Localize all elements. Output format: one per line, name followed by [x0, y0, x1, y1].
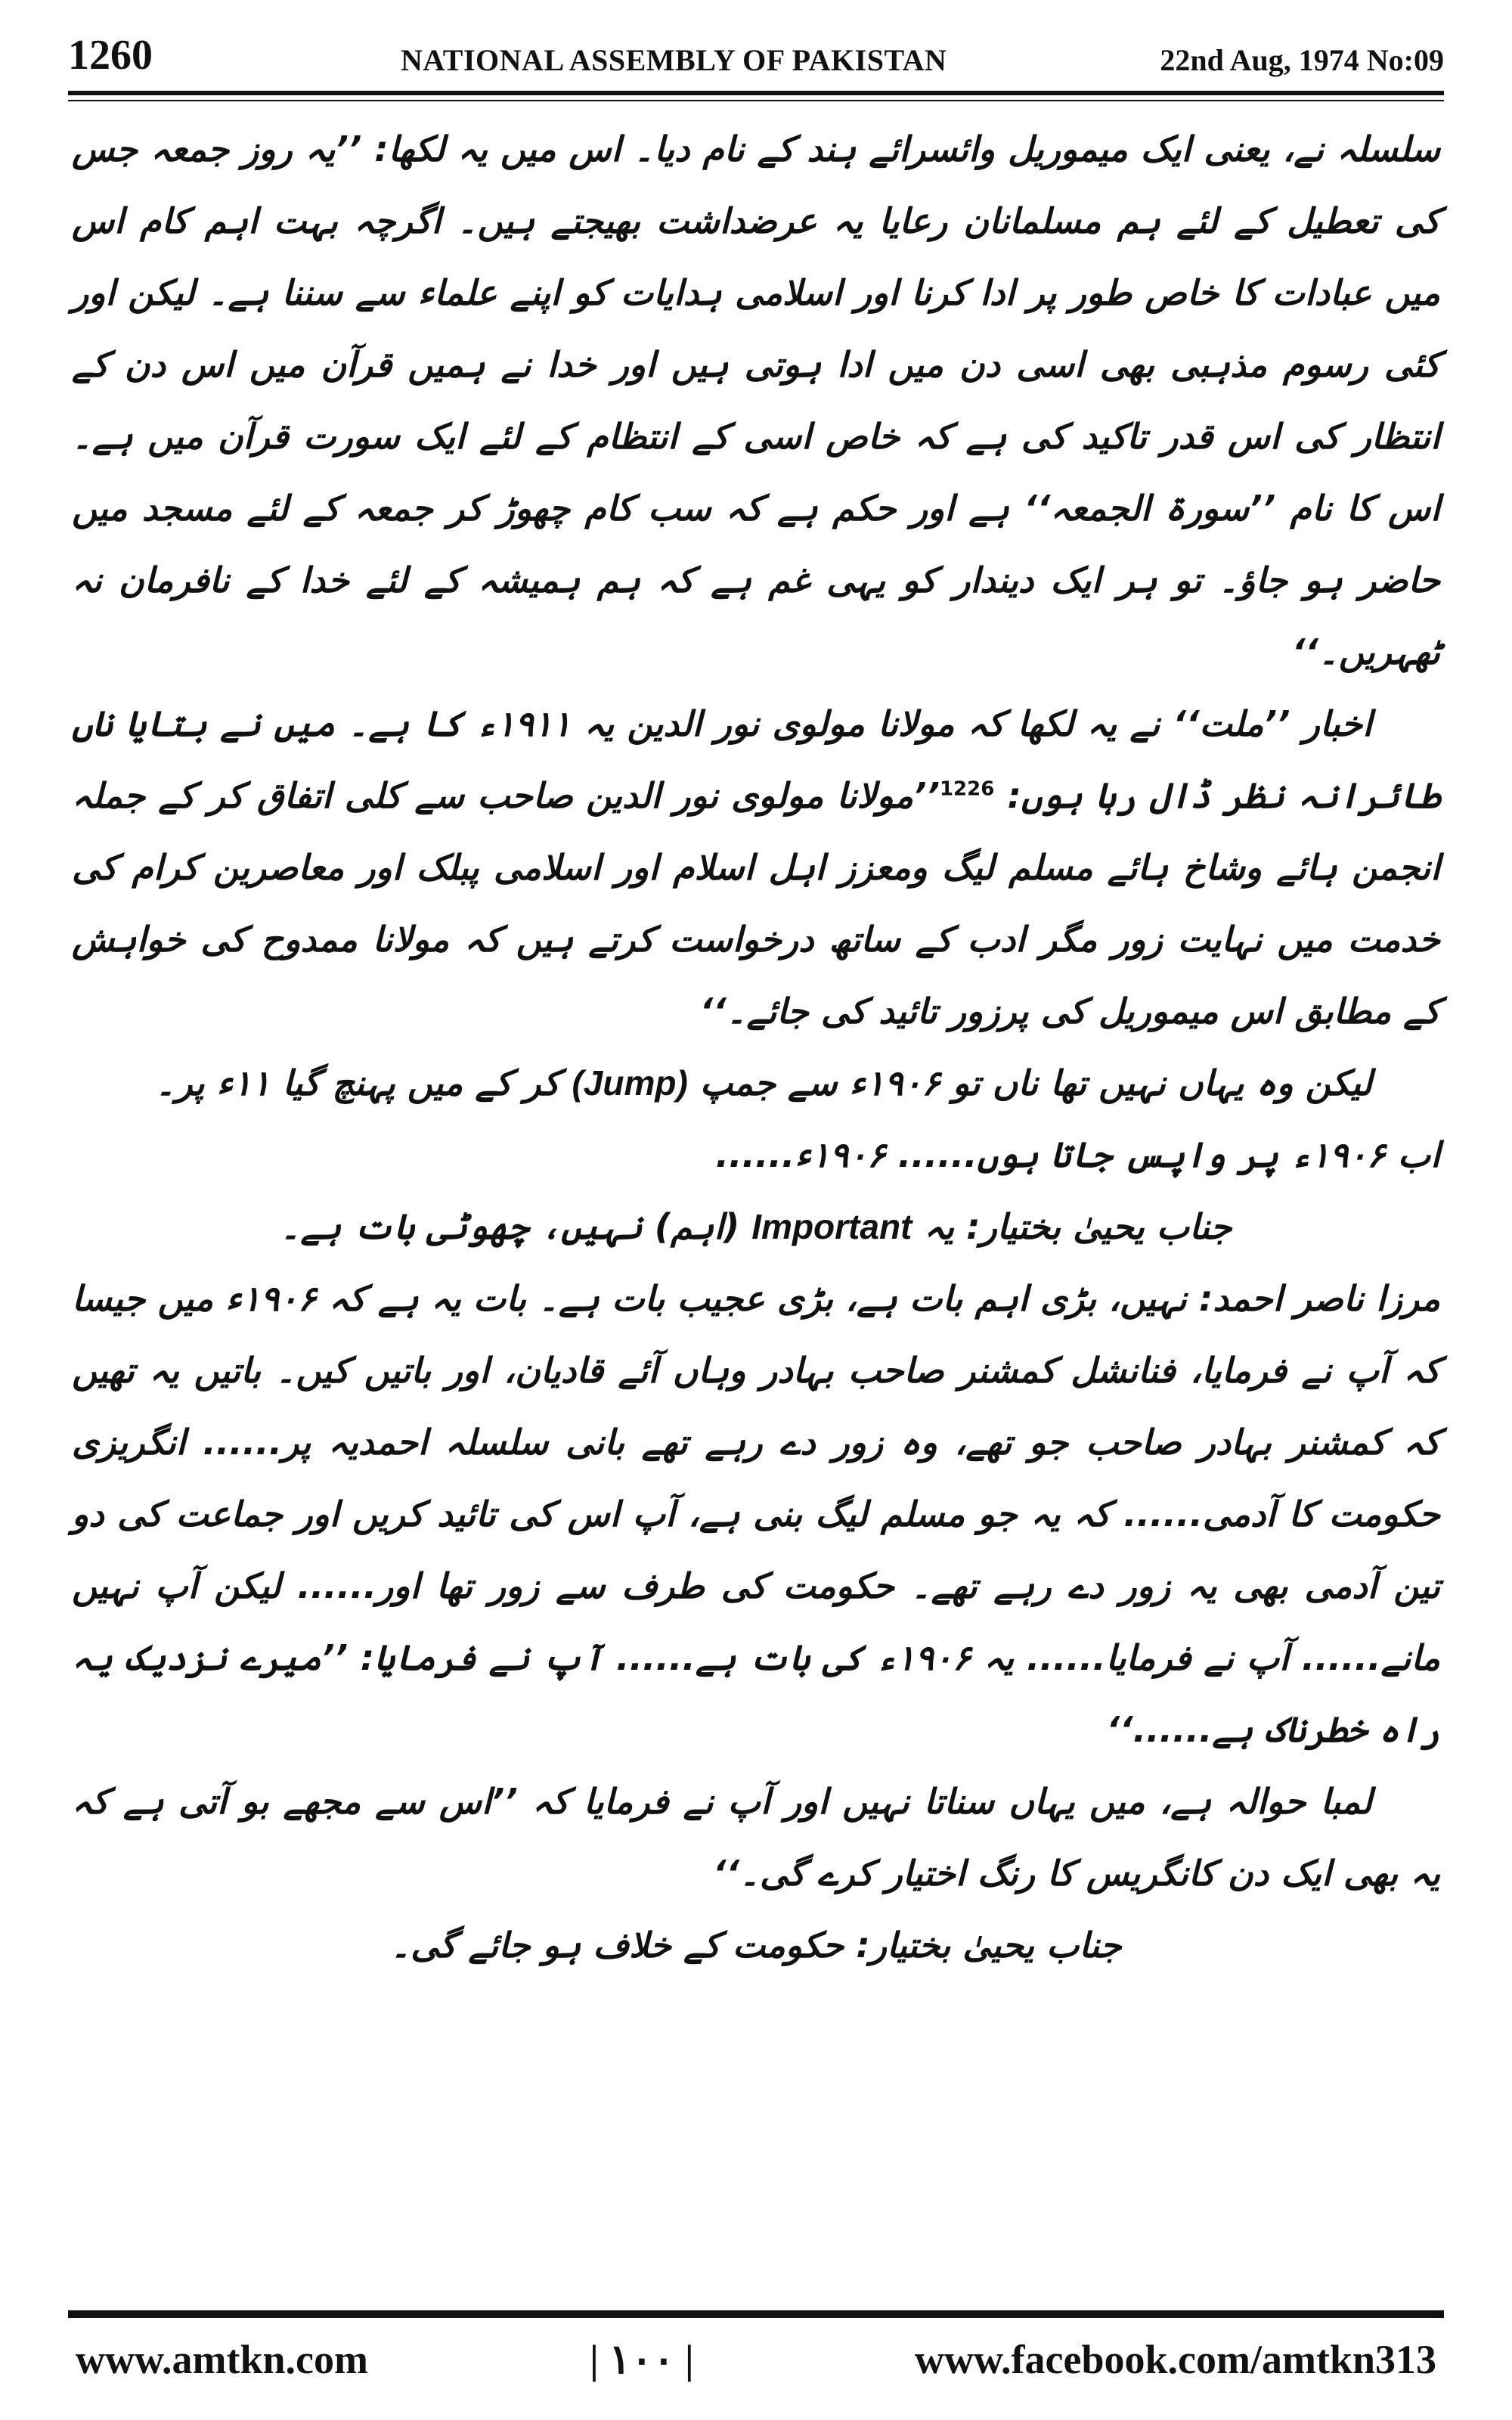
paragraph-return-1906: اب ۱۹۰۶ء پر واپس جاتا ہوں...... ۱۹۰۶ء......	[715, 1134, 1440, 1175]
header-date: 22nd Aug, 1974 No:09	[1160, 43, 1444, 77]
page-footer	[68, 2329, 1444, 2390]
paragraph-millat	[72, 688, 1440, 1047]
paragraph-jump	[72, 1047, 1440, 1119]
footer-facebook-link[interactable]: www.facebook.com/amtkn313	[915, 2337, 1436, 2382]
speaker-name: مرزا ناصر احمد:	[1199, 1278, 1440, 1319]
footer-page-index: | ۱۰۰ |	[590, 2337, 694, 2382]
paragraph-millat-quote: ’’مولانا مولوی نور الدین صاحب سے کلی اتفاق کر کے جملہ انجمن ہائے وشاخ ہائے مسلم لیگ ومعزز اہل اسلام اور اسلامی پبلک اور معاصرین کرام کی خدمت میں نہایت زور مگر ادب کے ساتھ درخواست کرتے ہیں کہ مولانا ممدوح کی خواہش کے مطابق اس میموریل کی پرزور تائید کی جائے۔‘‘	[72, 775, 1440, 1032]
footer-rule	[68, 2310, 1444, 2318]
paragraph-jump-latin: (Jump)	[572, 1063, 688, 1103]
paragraph-mirza-nasir-text: نہیں، بڑی اہم بات ہے، بڑی عجیب بات ہے۔ بات یہ ہے کہ ۱۹۰۶ء میں جیسا کہ آپ نے فرمایا، فنانشل کمشنر صاحب بہادر وہاں آئے قادیان، اور باتیں کیں۔ باتیں یہ تھیں کہ کمشنر بہادر صاحب جو تھے، وہ زور دے رہے تھے بانی سلسلہ احمدیہ پر...... انگریزی حکومت کا آدمی...... کہ یہ جو مسلم لیگ بنی ہے، آپ اس کی تائید کریں اور جماعت کی دو تین آدمی بھی یہ زور دے رہے تھے۔ حکومت کی طرف سے زور تھا اور...... لیکن آپ نہیں مانے...... آپ نے فرمایا...... یہ ۱۹۰۶ء کی بات ہے...... آپ نے فرمایا: ’’میرے نزدیک یہ راہ خطرناک ہے......‘‘	[72, 1278, 1440, 1750]
footer-website-link[interactable]: www.amtkn.com	[76, 2337, 368, 2382]
paragraph-jump-text-a: لیکن وہ یہاں نہیں تھا ناں تو ۱۹۰۶ء سے جمپ	[687, 1063, 1372, 1103]
paragraph-yahya-2-text: حکومت کے خلاف ہو جائے گی۔	[390, 1925, 857, 1965]
header-rule-thin	[68, 100, 1444, 101]
body-text	[72, 113, 1440, 1981]
paragraph-yahya-1	[72, 1191, 1440, 1263]
paragraph-congress: لمبا حوالہ ہے، میں یہاں سناتا نہیں اور آپ نے فرمایا کہ ’’اس سے مجھے بو آتی ہے کہ یہ بھی ایک دن کانگریس کا رنگ اختیار کرے گی۔‘‘	[72, 1781, 1440, 1894]
paragraph-yahya-2	[72, 1910, 1440, 1981]
speaker-name: جناب یحییٰ بختیار:	[856, 1925, 1122, 1965]
paragraph-mirza-nasir	[72, 1263, 1440, 1766]
paragraph-jump-text-b: کر کے میں پہنچ گیا ۱۱ء پر۔	[155, 1063, 572, 1103]
paragraph-memorial: سلسلہ نے، یعنی ایک میموریل وائسرائے ہند کے نام دیا۔ اس میں یہ لکھا: ’’یہ روز جمعہ جس کی تعطیل کے لئے ہم مسلمانان رعایا یہ عرضداشت بھیجتے ہیں۔ اگرچہ بہت اہم کام اس میں عبادات کا خاص طور پر ادا کرنا اور اسلامی ہدایات کو اپنے علماء سے سننا ہے۔ لیکن اور کئی رسوم مذہبی بھی اسی دن میں ادا ہوتی ہیں اور خدا نے ہمیں قرآن میں اس دن کے انتظار کی اس قدر تاکید کی ہے کہ خاص اسی کے انتظام کے لئے ایک سورت قرآن میں ہے۔ اس کا نام ’’سورۃ الجمعہ‘‘ ہے اور حکم ہے کہ سب کام چھوڑ کر جمعہ کے لئے مسجد میں حاضر ہو جاؤ۔ تو ہر ایک دیندار کو یہی غم ہے کہ ہم ہمیشہ کے لئے خدا کے نافرمان نہ ٹھہریں۔‘‘	[72, 129, 1441, 672]
paragraph-millat-intro: اخبار ’’ملت‘‘ نے یہ لکھا کہ مولانا مولوی نور الدین یہ ۱۹۱۱ء کا ہے۔ میں نے بتایا ناں طائرانہ نظر ڈال رہا ہوں:	[72, 703, 1441, 816]
paragraph-yahya-1-text-b: (اہم) نہیں، چھوٹی بات ہے۔	[280, 1206, 752, 1247]
header-rule	[68, 91, 1444, 95]
page-number: 1260	[68, 32, 153, 79]
paragraph-yahya-1-text-a: یہ	[912, 1206, 967, 1247]
paragraph-yahya-1-latin: Important	[751, 1207, 912, 1246]
header-title: NATIONAL ASSEMBLY OF PAKISTAN	[401, 43, 947, 77]
footnote-marker: 1226	[939, 777, 995, 801]
speaker-name: جناب یحییٰ بختیار:	[966, 1206, 1232, 1247]
page-header	[68, 29, 1444, 89]
